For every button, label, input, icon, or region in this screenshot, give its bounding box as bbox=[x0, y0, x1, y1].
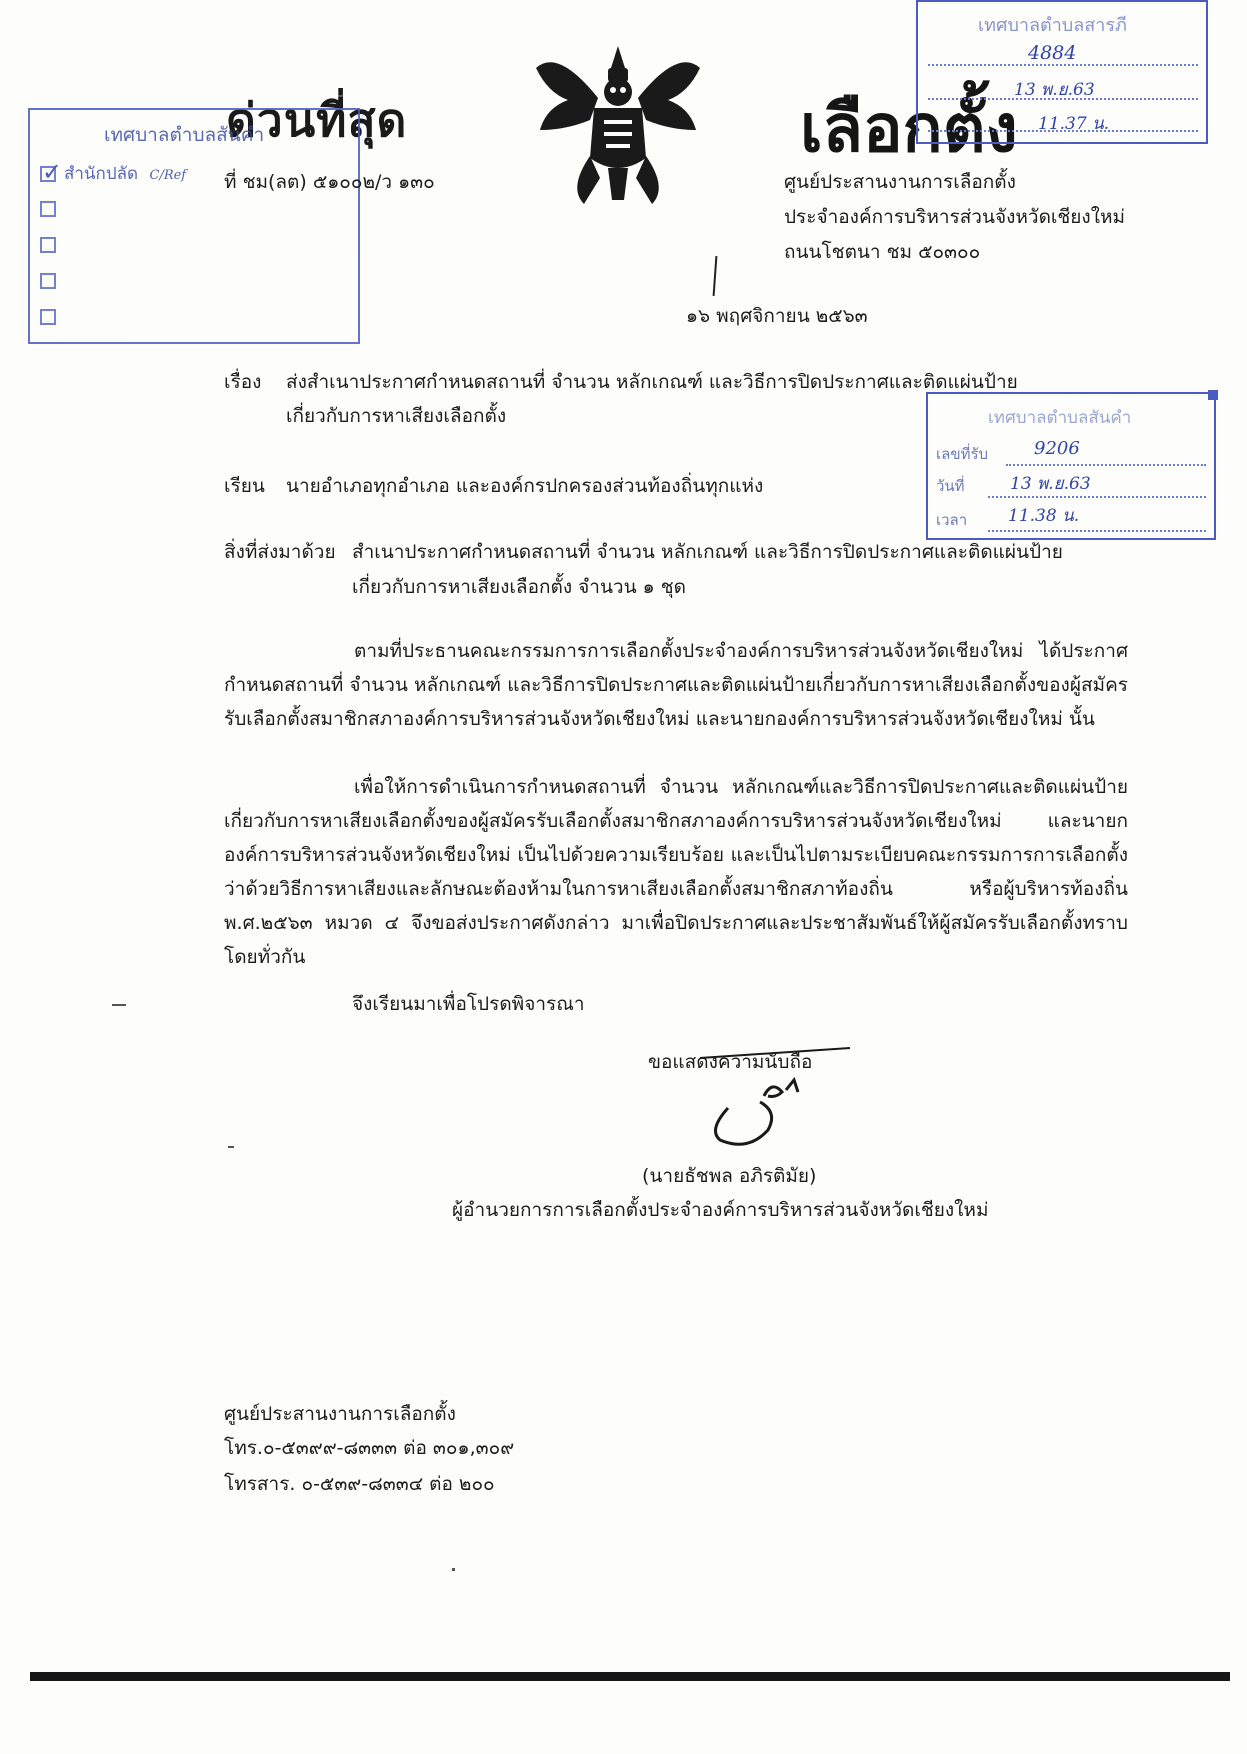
valediction: ขอแสดงความนับถือ bbox=[648, 1051, 813, 1073]
org-line-2: ประจำองค์การบริหารส่วนจังหวัดเชียงใหม่ bbox=[784, 206, 1126, 228]
enclosure-label: สิ่งที่ส่งมาด้วย bbox=[224, 541, 336, 563]
middle-time: 11.38 น. bbox=[1008, 506, 1080, 526]
subject-label: เรื่อง bbox=[224, 371, 262, 393]
date-mark bbox=[713, 256, 718, 296]
scan-speck bbox=[228, 1146, 234, 1148]
checkbox-empty bbox=[40, 237, 56, 253]
signatory-name: (นายธัชพล อภิรติมัย) bbox=[642, 1165, 817, 1187]
garuda-emblem-icon bbox=[528, 38, 708, 208]
left-stamp-title: เทศบาลตำบลสันคำ bbox=[104, 124, 265, 146]
org-line-1: ศูนย์ประสานงานการเลือกตั้ง bbox=[784, 171, 1016, 193]
closing-request: จึงเรียนมาเพื่อโปรดพิจารณา bbox=[352, 993, 585, 1015]
middle-receipt-no: 9206 bbox=[1034, 438, 1080, 459]
checkbox-empty bbox=[40, 273, 56, 289]
urgency-stamp: ด่วนที่สุด bbox=[226, 93, 408, 147]
enclosure-line-2: เกี่ยวกับการหาเสียงเลือกตั้ง จำนวน ๑ ชุด bbox=[352, 576, 686, 598]
signatory-position: ผู้อำนวยการการเลือกตั้งประจำองค์การบริหารส่วนจังหวัดเชียงใหม่ bbox=[452, 1199, 989, 1221]
body-paragraph-1: ตามที่ประธานคณะกรรมการการเลือกตั้งประจำองค์การบริหารส่วนจังหวัดเชียงใหม่ ได้ประกาศกำหนดสถานที่ จำนวน หลักเกณฑ์ และวิธีการปิดประกาศและติดแผ่นป้ายเกี่ยวกับการหาเสียงเลือกตั้งของผู้สมัครรับเลือกตั้งสมาชิกสภาองค์การบริหารส่วนจังหวัดเชียงใหม่ และนายกองค์การบริหารส่วนจังหวัดเชียงใหม่ นั้น bbox=[224, 640, 1128, 730]
to-text: นายอำเภอทุกอำเภอ และองค์กรปกครองส่วนท้องถิ่นทุกแห่ง bbox=[286, 475, 764, 497]
middle-right-receiving-stamp bbox=[926, 392, 1216, 540]
checkbox-empty bbox=[40, 201, 56, 217]
date-label: วันที่ bbox=[936, 477, 965, 495]
middle-date: 13 พ.ย.63 bbox=[1010, 474, 1091, 494]
to-label: เรียน bbox=[224, 475, 265, 497]
checkbox-empty bbox=[40, 309, 56, 325]
election-logo-text: เลือกตั้ง bbox=[800, 90, 1018, 167]
top-right-date: 13 พ.ย.63 bbox=[1014, 80, 1095, 100]
top-right-stamp-title: เทศบาลตำบลสารภี bbox=[978, 15, 1127, 36]
top-right-time: 11.37 น. bbox=[1038, 114, 1110, 134]
footer-phone: โทร.๐-๕๓๙๙-๘๓๓๓ ต่อ ๓๐๑,๓๐๙ bbox=[224, 1437, 515, 1459]
org-line-3: ถนนโชตนา ชม ๕๐๓๐๐ bbox=[784, 241, 981, 263]
receipt-no-label: เลขที่รับ bbox=[936, 445, 989, 463]
footer-fax: โทรสาร. ๐-๕๓๙-๘๓๓๔ ต่อ ๒๐๐ bbox=[224, 1473, 495, 1495]
scan-speck bbox=[112, 1004, 126, 1006]
scan-speck bbox=[452, 1568, 455, 1571]
handwritten-signature-icon bbox=[690, 1040, 860, 1150]
left-stamp-handwritten-mark: C/Ref bbox=[149, 168, 187, 183]
bottom-divider bbox=[30, 1672, 1230, 1681]
top-right-receiving-stamp bbox=[916, 0, 1208, 144]
time-label: เวลา bbox=[936, 511, 968, 529]
body-paragraph-2: เพื่อให้การดำเนินการกำหนดสถานที่ จำนวน หลักเกณฑ์และวิธีการปิดประกาศและติดแผ่นป้ายเกี่ยวกับการหาเสียงเลือกตั้งของผู้สมัครรับเลือกตั้งสมาชิกสภาองค์การบริหารส่วนจังหวัดเชียงใหม่ และนายกองค์การบริหารส่วนจังหวัดเชียงใหม่ เป็นไปด้วยความเรียบร้อย และเป็นไปตามระเบียบคณะกรรมการการเลือกตั้ง ว่าด้วยวิธีการหาเสียงและลักษณะต้องห้ามในการหาเสียงเลือกตั้งสมาชิกสภาท้องถิ่น หรือผู้บริหารท้องถิ่น พ.ศ.๒๕๖๓ หมวด ๔ จึงขอส่งประกาศดังกล่าว มาเพื่อปิดประกาศและประชาสัมพันธ์ให้ผู้สมัครรับเลือกตั้งทราบโดยทั่วกัน bbox=[224, 776, 1128, 968]
subject-line-2: เกี่ยวกับการหาเสียงเลือกตั้ง bbox=[286, 405, 507, 427]
document-number: ที่ ชม(ลต) ๕๑๐๐๒/ว ๑๓๐ bbox=[224, 171, 435, 193]
footer-office: ศูนย์ประสานงานการเลือกตั้ง bbox=[224, 1403, 456, 1425]
left-stamp-checkbox-label: สำนักปลัด bbox=[64, 164, 139, 184]
document-date: ๑๖ พฤศจิกายน ๒๕๖๓ bbox=[686, 305, 868, 327]
checkbox-checked: ✓ bbox=[42, 158, 63, 186]
middle-stamp-title: เทศบาลตำบลสันคำ bbox=[988, 408, 1132, 428]
enclosure-line-1: สำเนาประกาศกำหนดสถานที่ จำนวน หลักเกณฑ์ และวิธีการปิดประกาศและติดแผ่นป้าย bbox=[352, 541, 1063, 563]
subject-line-1: ส่งสำเนาประกาศกำหนดสถานที่ จำนวน หลักเกณฑ์ และวิธีการปิดประกาศและติดแผ่นป้าย bbox=[286, 371, 1018, 393]
top-right-receipt-no: 4884 bbox=[1028, 42, 1077, 64]
left-receiving-stamp bbox=[28, 108, 360, 344]
